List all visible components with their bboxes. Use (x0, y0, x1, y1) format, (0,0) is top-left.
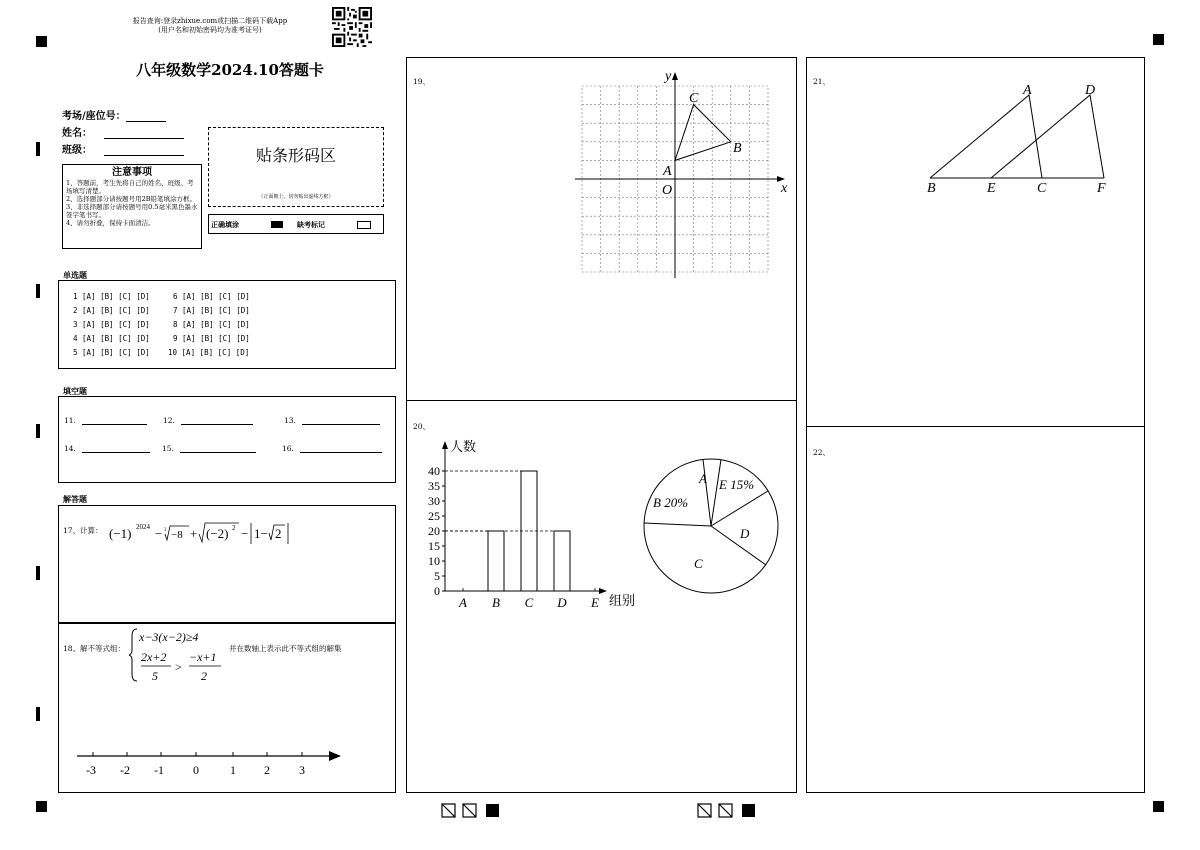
side-mark (36, 566, 40, 580)
blank-11[interactable]: 11. (64, 416, 147, 425)
svg-text:−: − (155, 526, 163, 541)
q22-answer-box[interactable] (806, 426, 1145, 793)
q19-point-label: B (733, 141, 742, 156)
number-line-tick: 2 (264, 763, 270, 777)
notes-item: 3、非选择题部分请按题号用0.5毫米黑色墨水签字笔书写。 (66, 203, 198, 219)
choice-row[interactable]: 7 [A] [B] [C] [D] (173, 306, 250, 315)
choice-row[interactable]: 10 [A] [B] [C] [D] (168, 348, 250, 357)
report-notice-line1: 报告查询:登录zhixue.com或扫描二维码下载App (132, 17, 288, 25)
bar-y-tick-label: 40 (428, 464, 440, 478)
bar-y-tick-label: 15 (428, 539, 440, 553)
svg-text:3: 3 (164, 528, 167, 533)
svg-text:(−1): (−1) (109, 526, 132, 541)
blank-13[interactable]: 13. (284, 416, 380, 425)
bar-category-label: B (492, 595, 500, 610)
seat-label: 考场/座位号： (62, 111, 126, 122)
number-line-tick: -3 (86, 763, 96, 777)
notes-item: 4、请勿折叠，保持卡面清洁。 (66, 219, 155, 227)
blank-14[interactable]: 14. (64, 444, 150, 453)
bar-d (554, 531, 570, 591)
q20-bar-chart (415, 435, 645, 615)
alignment-mark-top-right (1153, 34, 1164, 45)
number-line (73, 742, 363, 782)
side-mark (36, 284, 40, 298)
svg-text:+: + (190, 526, 198, 541)
qr-code (331, 7, 373, 47)
q19-axis-y-label: y (665, 69, 672, 84)
choice-row[interactable]: 6 [A] [B] [C] [D] (173, 292, 250, 301)
svg-text:5: 5 (152, 669, 158, 683)
q19-label: 19、 (413, 77, 431, 86)
barcode-area-hint: （正面朝上，切勿贴出虚线方框） (258, 194, 334, 200)
number-line-tick: -1 (154, 763, 164, 777)
svg-text:x−3(x−2)≥4: x−3(x−2)≥4 (139, 630, 199, 644)
side-mark (36, 424, 40, 438)
q18-label: 18、解不等式组： (63, 644, 126, 653)
fill-legend (208, 214, 384, 234)
q21-point-label: C (1037, 181, 1047, 196)
report-notice-line2: (用户名和初始密码均为准考证号) (158, 26, 262, 34)
name-label: 姓名： (62, 128, 92, 139)
bar-category-label: C (524, 595, 534, 610)
bar-y-tick-label: 30 (428, 494, 440, 508)
bar-b (488, 531, 504, 591)
alignment-mark-bottom-left (36, 801, 47, 812)
svg-text:2: 2 (275, 526, 282, 541)
q21-point-label: F (1097, 181, 1106, 196)
bar-c (521, 471, 537, 591)
alignment-mark-top-left (36, 36, 47, 47)
q22-label: 22、 (813, 448, 831, 457)
blank-15[interactable]: 15. (162, 444, 256, 453)
blank-16[interactable]: 16. (282, 444, 382, 453)
q18-answer-box[interactable] (58, 623, 396, 793)
class-label: 班级： (62, 145, 92, 156)
barcode-area (208, 127, 384, 207)
bar-category-label: D (557, 595, 567, 610)
bar-y-axis-arrow (442, 441, 448, 449)
svg-text:>: > (175, 660, 182, 674)
bottom-mark-group-right (697, 803, 759, 819)
pie-label-d: D (740, 526, 750, 541)
number-line-tick: 1 (230, 763, 236, 777)
bar-y-tick-label: 10 (428, 554, 440, 568)
q19-point-label: A (663, 164, 672, 179)
pie-label-c: C (694, 556, 703, 571)
notes-title: 注意事项 (112, 167, 152, 178)
svg-text:2024: 2024 (136, 523, 150, 531)
q21-point-label: D (1085, 83, 1096, 98)
pie-label-e: E 15% (719, 477, 755, 492)
bar-category-label: E (591, 595, 599, 610)
q20-pie-chart (639, 457, 787, 597)
notes-item: 1、答题前，考生先将自己的姓名、班级、考场填写清楚。 (66, 179, 194, 195)
answer-section-title: 解答题 (63, 495, 87, 504)
q19-answer-box[interactable] (406, 57, 797, 401)
q17-answer-box[interactable] (58, 505, 396, 623)
svg-text:2: 2 (201, 669, 207, 683)
bar-x-axis-label: 组别 (609, 593, 636, 608)
q19-origin-label: O (662, 183, 673, 198)
bar-y-tick-label: 0 (434, 584, 440, 598)
barcode-area-label: 贴条形码区 (255, 146, 336, 165)
choice-row[interactable]: 4 [A] [B] [C] [D] (73, 334, 150, 343)
q21-triangles (921, 80, 1121, 196)
bar-y-tick-label: 25 (428, 509, 440, 523)
svg-text:−8: −8 (171, 529, 183, 541)
bar-y-tick-label: 20 (428, 524, 440, 538)
choice-row[interactable]: 5 [A] [B] [C] [D] (73, 348, 150, 357)
q19-axis-x-label: x (781, 181, 788, 196)
q21-point-label: A (1023, 83, 1032, 98)
svg-text:2x+2: 2x+2 (141, 650, 167, 664)
bottom-mark-group-left (441, 803, 503, 819)
legend-correct-label: 正确填涂 (211, 221, 239, 229)
q21-label: 21、 (813, 77, 831, 86)
alignment-mark-bottom-right (1153, 801, 1164, 812)
bar-y-axis-label: 人数 (450, 439, 477, 454)
single-choice-box (58, 280, 396, 369)
q20-answer-box[interactable] (406, 400, 797, 793)
q18-inequality-system (129, 626, 229, 684)
fill-blank-box (58, 396, 396, 483)
side-mark (36, 707, 40, 721)
bar-x-axis-arrow (599, 588, 607, 594)
side-mark (36, 142, 40, 156)
svg-text:(−2): (−2) (206, 526, 229, 541)
bar-y-tick-label: 5 (434, 569, 440, 583)
svg-text:−x+1: −x+1 (189, 650, 217, 664)
number-line-tick: 0 (193, 763, 199, 777)
seat-field[interactable] (62, 107, 166, 122)
q21-point-label: E (987, 181, 996, 196)
q18-suffix: 并在数轴上表示此不等式组的解集 (229, 644, 342, 653)
q19-coordinate-grid (573, 68, 791, 284)
bar-y-tick-label: 35 (428, 479, 440, 493)
page-title: 八年级数学2024.10答题卡 (136, 61, 324, 79)
blank-12[interactable]: 12. (163, 416, 253, 425)
name-field[interactable] (62, 124, 184, 139)
choice-row[interactable]: 3 [A] [B] [C] [D] (73, 320, 150, 329)
svg-text:−: − (241, 526, 249, 541)
q21-answer-box[interactable] (806, 57, 1145, 427)
q21-point-label: B (927, 181, 936, 196)
report-notice (100, 17, 320, 35)
choice-row[interactable]: 1 [A] [B] [C] [D] (73, 292, 150, 301)
q17-label: 17、计算： (63, 526, 103, 535)
class-field[interactable] (62, 141, 184, 156)
choice-row[interactable]: 9 [A] [B] [C] [D] (173, 334, 250, 343)
fill-blank-title: 填空题 (63, 387, 87, 396)
pie-label-a: A (699, 471, 707, 486)
q19-point-label: C (689, 91, 699, 106)
bar-category-label: A (459, 595, 467, 610)
pie-label-b: B 20% (653, 495, 689, 510)
svg-text:2: 2 (232, 524, 236, 532)
single-choice-title: 单选题 (63, 271, 87, 280)
notes-box (62, 164, 202, 249)
number-line-tick: 3 (299, 763, 305, 777)
absent-mark-box[interactable] (357, 221, 371, 229)
choice-row[interactable]: 8 [A] [B] [C] [D] (173, 320, 250, 329)
choice-row[interactable]: 2 [A] [B] [C] [D] (73, 306, 150, 315)
legend-correct-swatch (271, 221, 283, 228)
legend-absent-label: 缺考标记 (297, 221, 325, 229)
svg-text:1−: 1− (254, 526, 268, 541)
notes-item: 2、选择题部分请按题号用2B铅笔填涂方框。 (66, 195, 197, 203)
q17-expression (109, 520, 289, 548)
q20-label: 20、 (413, 422, 431, 431)
number-line-tick: -2 (120, 763, 130, 777)
